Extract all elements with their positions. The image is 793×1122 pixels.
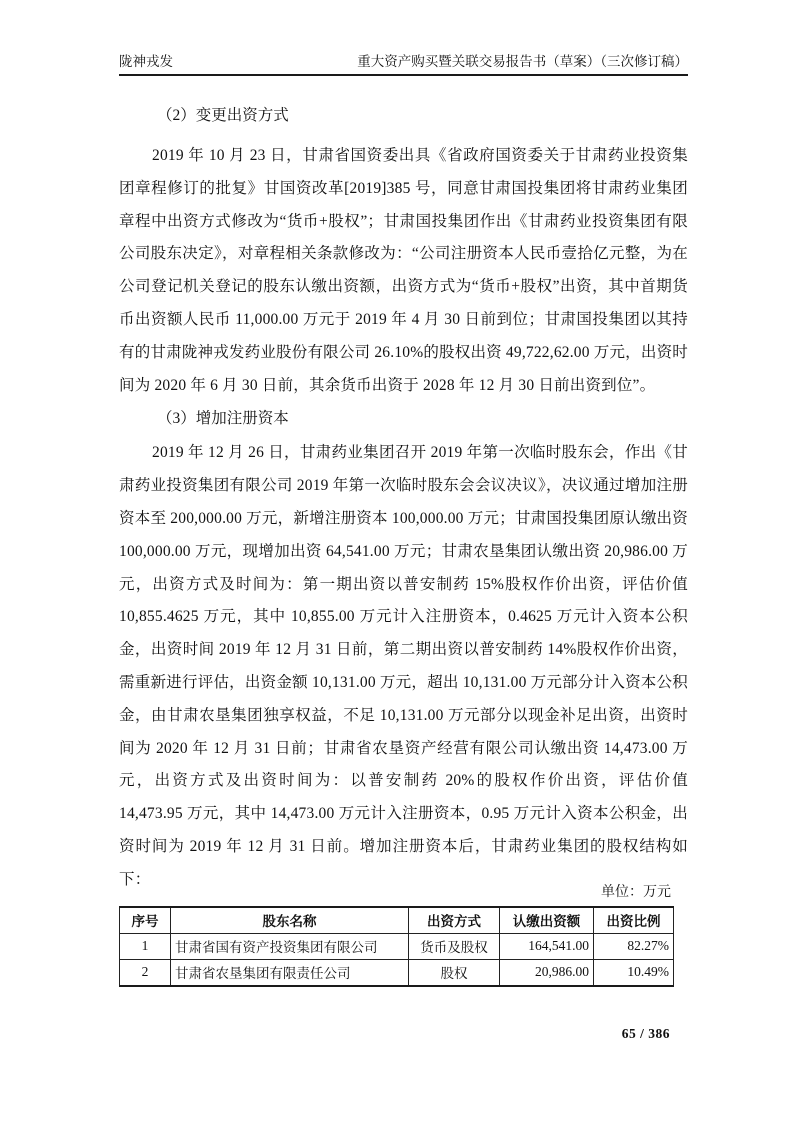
- table-row: [120, 959, 674, 986]
- section-heading-2: （2）变更出资方式: [157, 107, 289, 124]
- cell-contribution-ratio: 10.49%: [594, 959, 674, 986]
- col-header-subscribed-amount: 认缴出资额: [500, 907, 594, 934]
- cell-contribution-method: 股权: [409, 959, 500, 986]
- cell-shareholder-name: 甘肃省国有资产投资集团有限公司: [171, 933, 409, 959]
- col-header-contribution-ratio: 出资比例: [594, 907, 674, 934]
- table-header-row: [120, 907, 674, 934]
- cell-shareholder-name: 甘肃省农垦集团有限责任公司: [171, 959, 409, 986]
- cell-subscribed-amount: 20,986.00: [500, 959, 594, 986]
- cell-contribution-method: 货币及股权: [409, 933, 500, 959]
- table-unit-note: 单位：万元: [601, 884, 671, 900]
- section-3-paragraph: 2019 年 12 月 26 日，甘肃药业集团召开 2019 年第一次临时股东会，作出《甘肃药业投资集团有限公司 2019 年第一次临时股东会会议决议》，决议通过增加注册资本至 200,000.00 万元，新增注册资本 100,000.00 万元；甘肃国投集团原认缴出资 100,000.00 万元，现增加出资 64,541.00 万元；甘肃农垦集团认缴出资 20,986.00 万元，出资方式及时间为：第一期出资以普安制药 15%股权作价出资，评估价值 10,855.4625 万元，其中 10,855.00 万元计入注册资本，0.4625 万元计入资本公积金，出资时间 2019 年 12 月 31 日前，第二期出资以普安制药 14%股权作价出资，需重新进行评估，出资金额 10,131.00 万元，超出 10,131.00 万元部分计入资本公积金，由甘肃农垦集团独享权益，不足 10,131.00 万元部分以现金补足出资，出资时间为 2020 年 12 月 31 日前；甘肃省农垦资产经营有限公司认缴出资 14,473.00 万元，出资方式及出资时间为：以普安制药 20%的股权作价出资，评估价值 14,473.95 万元，其中 14,473.00 万元计入注册资本，0.95 万元计入资本公积金，出资时间为 2019 年 12 月 31 日前。增加注册资本后，甘肃药业集团的股权结构如下：: [119, 444, 688, 888]
- page-header: [119, 53, 688, 76]
- cell-subscribed-amount: 164,541.00: [500, 933, 594, 959]
- header-left-title: 陇神戎发: [119, 54, 173, 69]
- section-heading-3: （3）增加注册资本: [157, 410, 289, 428]
- table-row: [120, 933, 674, 959]
- header-right-title: 重大资产购买暨关联交易报告书（草案）（三次修订稿）: [357, 54, 688, 69]
- cell-index: 2: [120, 959, 171, 986]
- col-header-shareholder-name: 股东名称: [171, 907, 409, 934]
- col-header-contribution-method: 出资方式: [409, 907, 500, 934]
- page-number: 65 / 386: [621, 1026, 670, 1041]
- section-2-paragraph: 2019 年 10 月 23 日，甘肃省国资委出具《省政府国资委关于甘肃药业投资集团章程修订的批复》甘国资改革[2019]385 号，同意甘肃国投集团将甘肃药业集团章程中出资方式修改为“货币+股权”；甘肃国投集团作出《甘肃药业投资集团有限公司股东决定》，对章程相关条款修改为：“公司注册资本人民币壹拾亿元整，为在公司登记机关登记的股东认缴出资额，出资方式为“货币+股权”出资，其中首期货币出资额人民币 11,000.00 万元于 2019 年 4 月 30 日前到位；甘肃国投集团以其持有的甘肃陇神戎发药业股份有限公司 26.10%的股权出资 49,722,62.00 万元，出资时间为 2020 年 6 月 30 日前，其余货币出资于 2028 年 12 月 30 日前出资到位”。: [119, 147, 688, 394]
- cell-contribution-ratio: 82.27%: [594, 933, 674, 959]
- shareholder-structure-table: [119, 906, 674, 987]
- cell-index: 1: [120, 933, 171, 959]
- col-header-index: 序号: [120, 907, 171, 934]
